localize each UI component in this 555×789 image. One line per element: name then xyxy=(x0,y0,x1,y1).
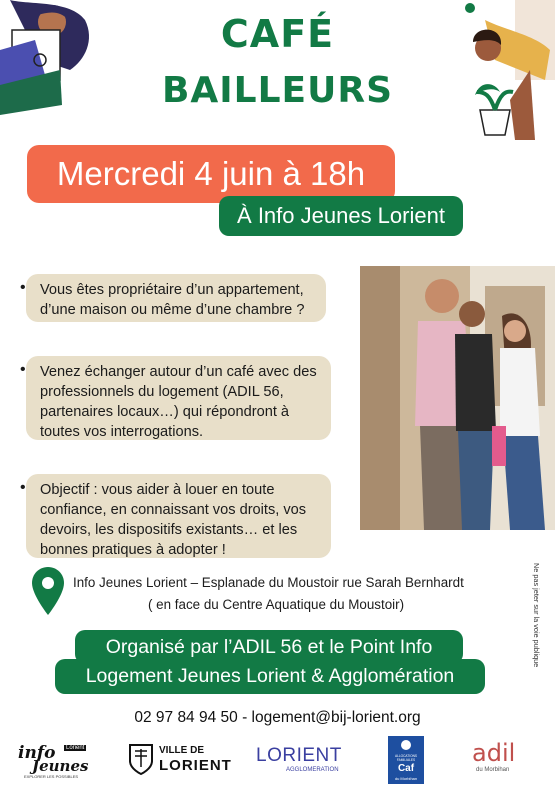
logo-lorient-agglomeration xyxy=(256,735,344,781)
bullet-exchange xyxy=(20,356,331,440)
logo-caf-line2: Caf xyxy=(397,763,415,774)
side-note-text: Ne pas jeter sur la voie publique xyxy=(532,563,541,668)
bullet-owner-question xyxy=(20,274,326,322)
logo-ville-line2: LORIENT xyxy=(159,757,232,774)
logo-adil-main: adil xyxy=(472,739,516,767)
organizer-line-1: Organisé par l’ADIL 56 et le Point Info xyxy=(75,630,463,664)
logo-info-jeunes-caption: EXPLORER LES POSSIBLES xyxy=(24,774,79,779)
bullet-dot: • xyxy=(20,361,26,378)
map-pin-icon xyxy=(32,567,64,615)
bullet-dot: • xyxy=(20,479,26,496)
logo-ville-line1: VILLE DE xyxy=(159,745,205,756)
logo-caf-line1: ALLOCATIONS FAMILIALES xyxy=(394,754,418,762)
date-banner: Mercredi 4 juin à 18h xyxy=(27,145,395,203)
side-note xyxy=(531,563,541,683)
logo-adil-sub: du Morbihan xyxy=(476,767,510,773)
contact-info: 02 97 84 94 50 - logement@bij-lorient.org xyxy=(134,709,421,726)
location-address: Info Jeunes Lorient – Esplanade du Moustoir rue Sarah Bernhardt xyxy=(73,575,464,590)
organizer-line-2: Logement Jeunes Lorient & Agglomération xyxy=(55,659,485,694)
title-line-1: CAFÉ xyxy=(220,12,335,56)
logo-ville-de-lorient xyxy=(128,735,232,781)
logo-caf-morbihan xyxy=(388,736,424,784)
logo-info-jeunes xyxy=(18,735,90,781)
logo-agglo-main: LORIENT xyxy=(256,745,342,766)
city-crest-icon xyxy=(128,743,154,775)
bullet-text: Objectif : vous aider à louer en toute confiance, en connaissant vos droits, vos devoirs, les dispositifs existants… et les bonnes pratiques à adopter ! xyxy=(40,482,307,558)
logo-info-jeunes-main: info xyxy=(18,743,56,763)
logo-caf-line3: du Morbihan xyxy=(394,776,418,781)
caf-star-icon xyxy=(398,739,414,751)
logo-adil xyxy=(472,735,522,781)
title-line-2: BAILLEURS xyxy=(161,70,394,111)
location-landmark: ( en face du Centre Aquatique du Moustoir) xyxy=(148,597,405,612)
bullet-text: Venez échanger autour d’un café avec des professionnels du logement (ADIL 56, partenaires locaux…) qui répondront à toutes vos interrogations. xyxy=(40,364,317,440)
bullet-objective xyxy=(20,474,331,558)
logo-agglo-sub: AGGLOMERATION xyxy=(286,767,339,773)
logo-info-jeunes-tag: Lorient xyxy=(66,745,85,751)
bullet-dot: • xyxy=(20,279,26,296)
place-banner: À Info Jeunes Lorient xyxy=(219,196,463,236)
photo-landlord-tenants xyxy=(360,266,555,530)
logo-info-jeunes-sub: Jeunes xyxy=(32,757,89,775)
bullet-text: Vous êtes propriétaire d’un appartement, d’une maison ou même d’une chambre ? xyxy=(40,282,305,318)
